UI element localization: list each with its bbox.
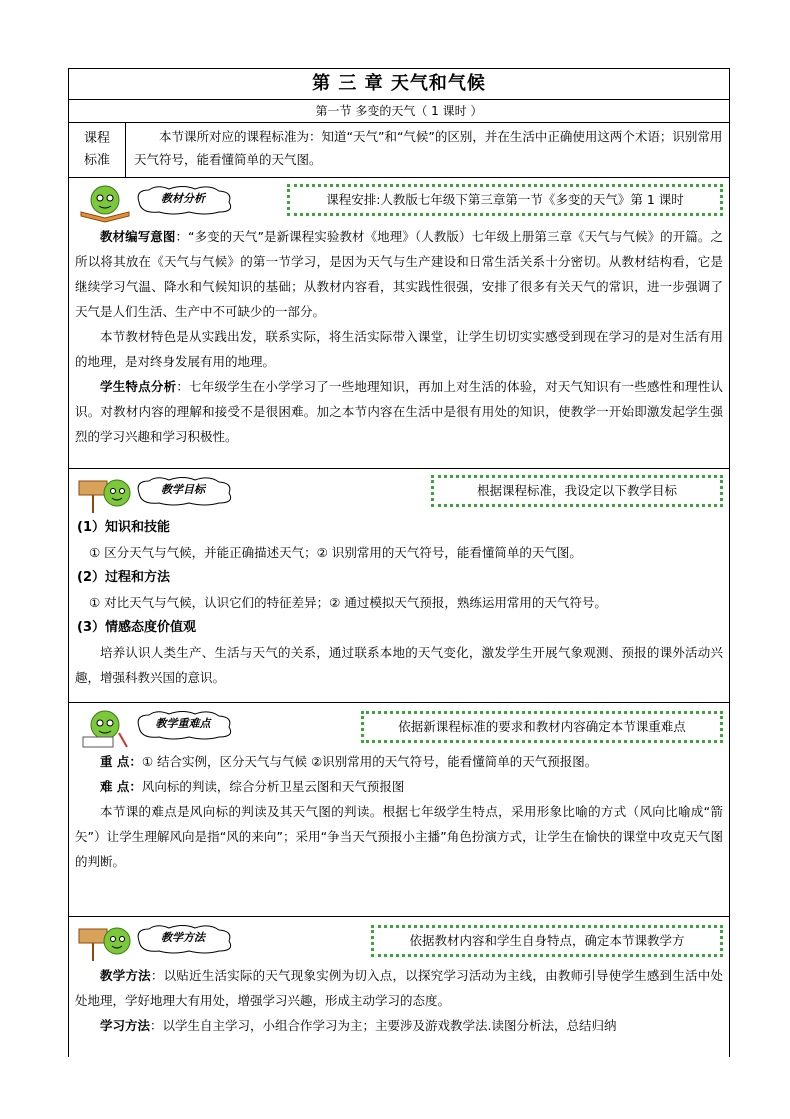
paragraph: 培养认识人类生产、生活与天气的关系，通过联系本地的天气变化，激发学生开展气象观测、预报的课外活动兴趣，增强科教兴国的意识。 [75,645,723,685]
label-line-1: 课程 [83,131,110,146]
paragraph [69,374,729,449]
paragraph-text: ：七年级学生在小学学习了一些地理知识，再加上对生活的体验，对天气知识有一些感性和理性认识。对教材内容的理解和接受不是很困难。加之本节内容在生活中是很有用处的知识，使教学一开始即激发起学生强烈的学习兴趣和学习积极性。 [75,379,723,444]
section-header [69,469,729,515]
paragraph [69,963,729,1013]
cloud-label: 教学目标 [161,483,205,496]
paragraph-text: 风向标的判读，综合分析卫星云图和天气预报图 [141,779,405,794]
paragraph-text: ：以学生自主学习，小组合作学习为主；主要涉及游戏教学法.读图分析法，总结归纳 [150,1018,617,1033]
teaching-goals-section [69,469,729,703]
course-standard-row [69,123,729,178]
bold-lead: 重 点： [100,754,142,769]
bold-lead: 教材编写意图 [100,229,176,244]
cloud-label: 教材分析 [161,192,205,205]
section-header [69,703,729,749]
material-analysis-section [69,178,729,469]
section-header [69,917,729,963]
course-standard-label [69,123,126,177]
section-subtitle: 第一节 多变的天气（ 1 课时 ） [69,100,729,123]
paragraph-text: ：以贴近生活实际的天气现象实例为切入点，以探究学习活动为主线，由教师引导使学生感到生活中处处地理，学好地理大有用处，增强学习兴趣，形成主动学习的态度。 [75,968,723,1008]
goal-heading: (2）过程和方法 [77,570,170,585]
goal-heading: (1）知识和技能 [77,520,170,535]
goal-item: ① 对比天气与气候，认识它们的特征差异；② 通过模拟天气预报，熟练运用常用的天气符号。 [89,595,607,610]
cloud-label: 教学方法 [161,931,205,944]
key-points-section [69,703,729,917]
bold-lead: 学习方法 [100,1018,151,1033]
cloud-label: 教学重难点 [155,717,211,730]
section-header [69,178,729,224]
paragraph [69,224,729,324]
course-standard-text: 本节课所对应的课程标准为：知道“天气”和“气候”的区别，并在生活中正确使用这两个术语；识别常用天气符号，能看懂简单的天气图。 [134,129,723,167]
paragraph: 本节课的难点是风向标的判读及其天气图的判读。根据七年级学生特点，采用形象比喻的方式（风向比喻成“箭矢”）让学生理解风向是指“风的来向”；采用“争当天气预报小主播”角色扮演方式，让学生在愉快的课堂中攻克天气图的判断。 [75,804,723,869]
methods-intro-box: 依据教材内容和学生自身特点，确定本节课教学方 [371,925,723,957]
goal-heading: (3）情感态度价值观 [77,620,196,635]
paragraph-text: ：“多变的天气”是新课程实验教材《地理》（人教版）七年级上册第三章《天气与气候》的开篇。之所以将其放在《天气与气候》的第一节学习，是因为天气与生产建设和日常生活关系十分密切。从教材结构看，它是继续学习气温、降水和气候知识的基础；从教材内容看，其实践性很强，安排了很多有关天气的常识，进一步强调了天气是人们生活、生产中不可缺少的一部分。 [75,229,723,319]
lesson-plan-document [68,68,730,1057]
goal-item: ① 区分天气与气候，并能正确描述天气；② 识别常用的天气符号，能看懂简单的天气图。 [89,545,582,560]
bold-lead: 学生特点分析 [100,379,177,394]
paragraph: 本节教材特色是从实践出发，联系实际，将生活实际带入课堂，让学生切切实实感受到现在学习的是对生活有用的地理，是对终身发展有用的地理。 [75,329,723,369]
bold-lead: 教学方法 [100,968,151,983]
label-line-2: 标准 [83,153,110,168]
teaching-methods-section [69,917,729,1057]
bold-lead: 难 点： [100,779,142,794]
paragraph [69,774,729,799]
goals-intro-box: 根据课程标准，我设定以下教学目标 [431,475,723,507]
paragraph [69,1013,729,1038]
keypoints-intro-box: 依据新课程标准的要求和教材内容确定本节课重难点 [361,711,723,743]
chapter-title: 第 三 章 天气和气候 [69,69,729,100]
paragraph [69,749,729,774]
paragraph-text: ① 结合实例，区分天气与气候 ②识别常用的天气符号，能看懂简单的天气预报图。 [141,754,598,769]
course-schedule-box: 课程安排:人教版七年级下第三章第一节《多变的天气》第 1 课时 [287,184,723,216]
